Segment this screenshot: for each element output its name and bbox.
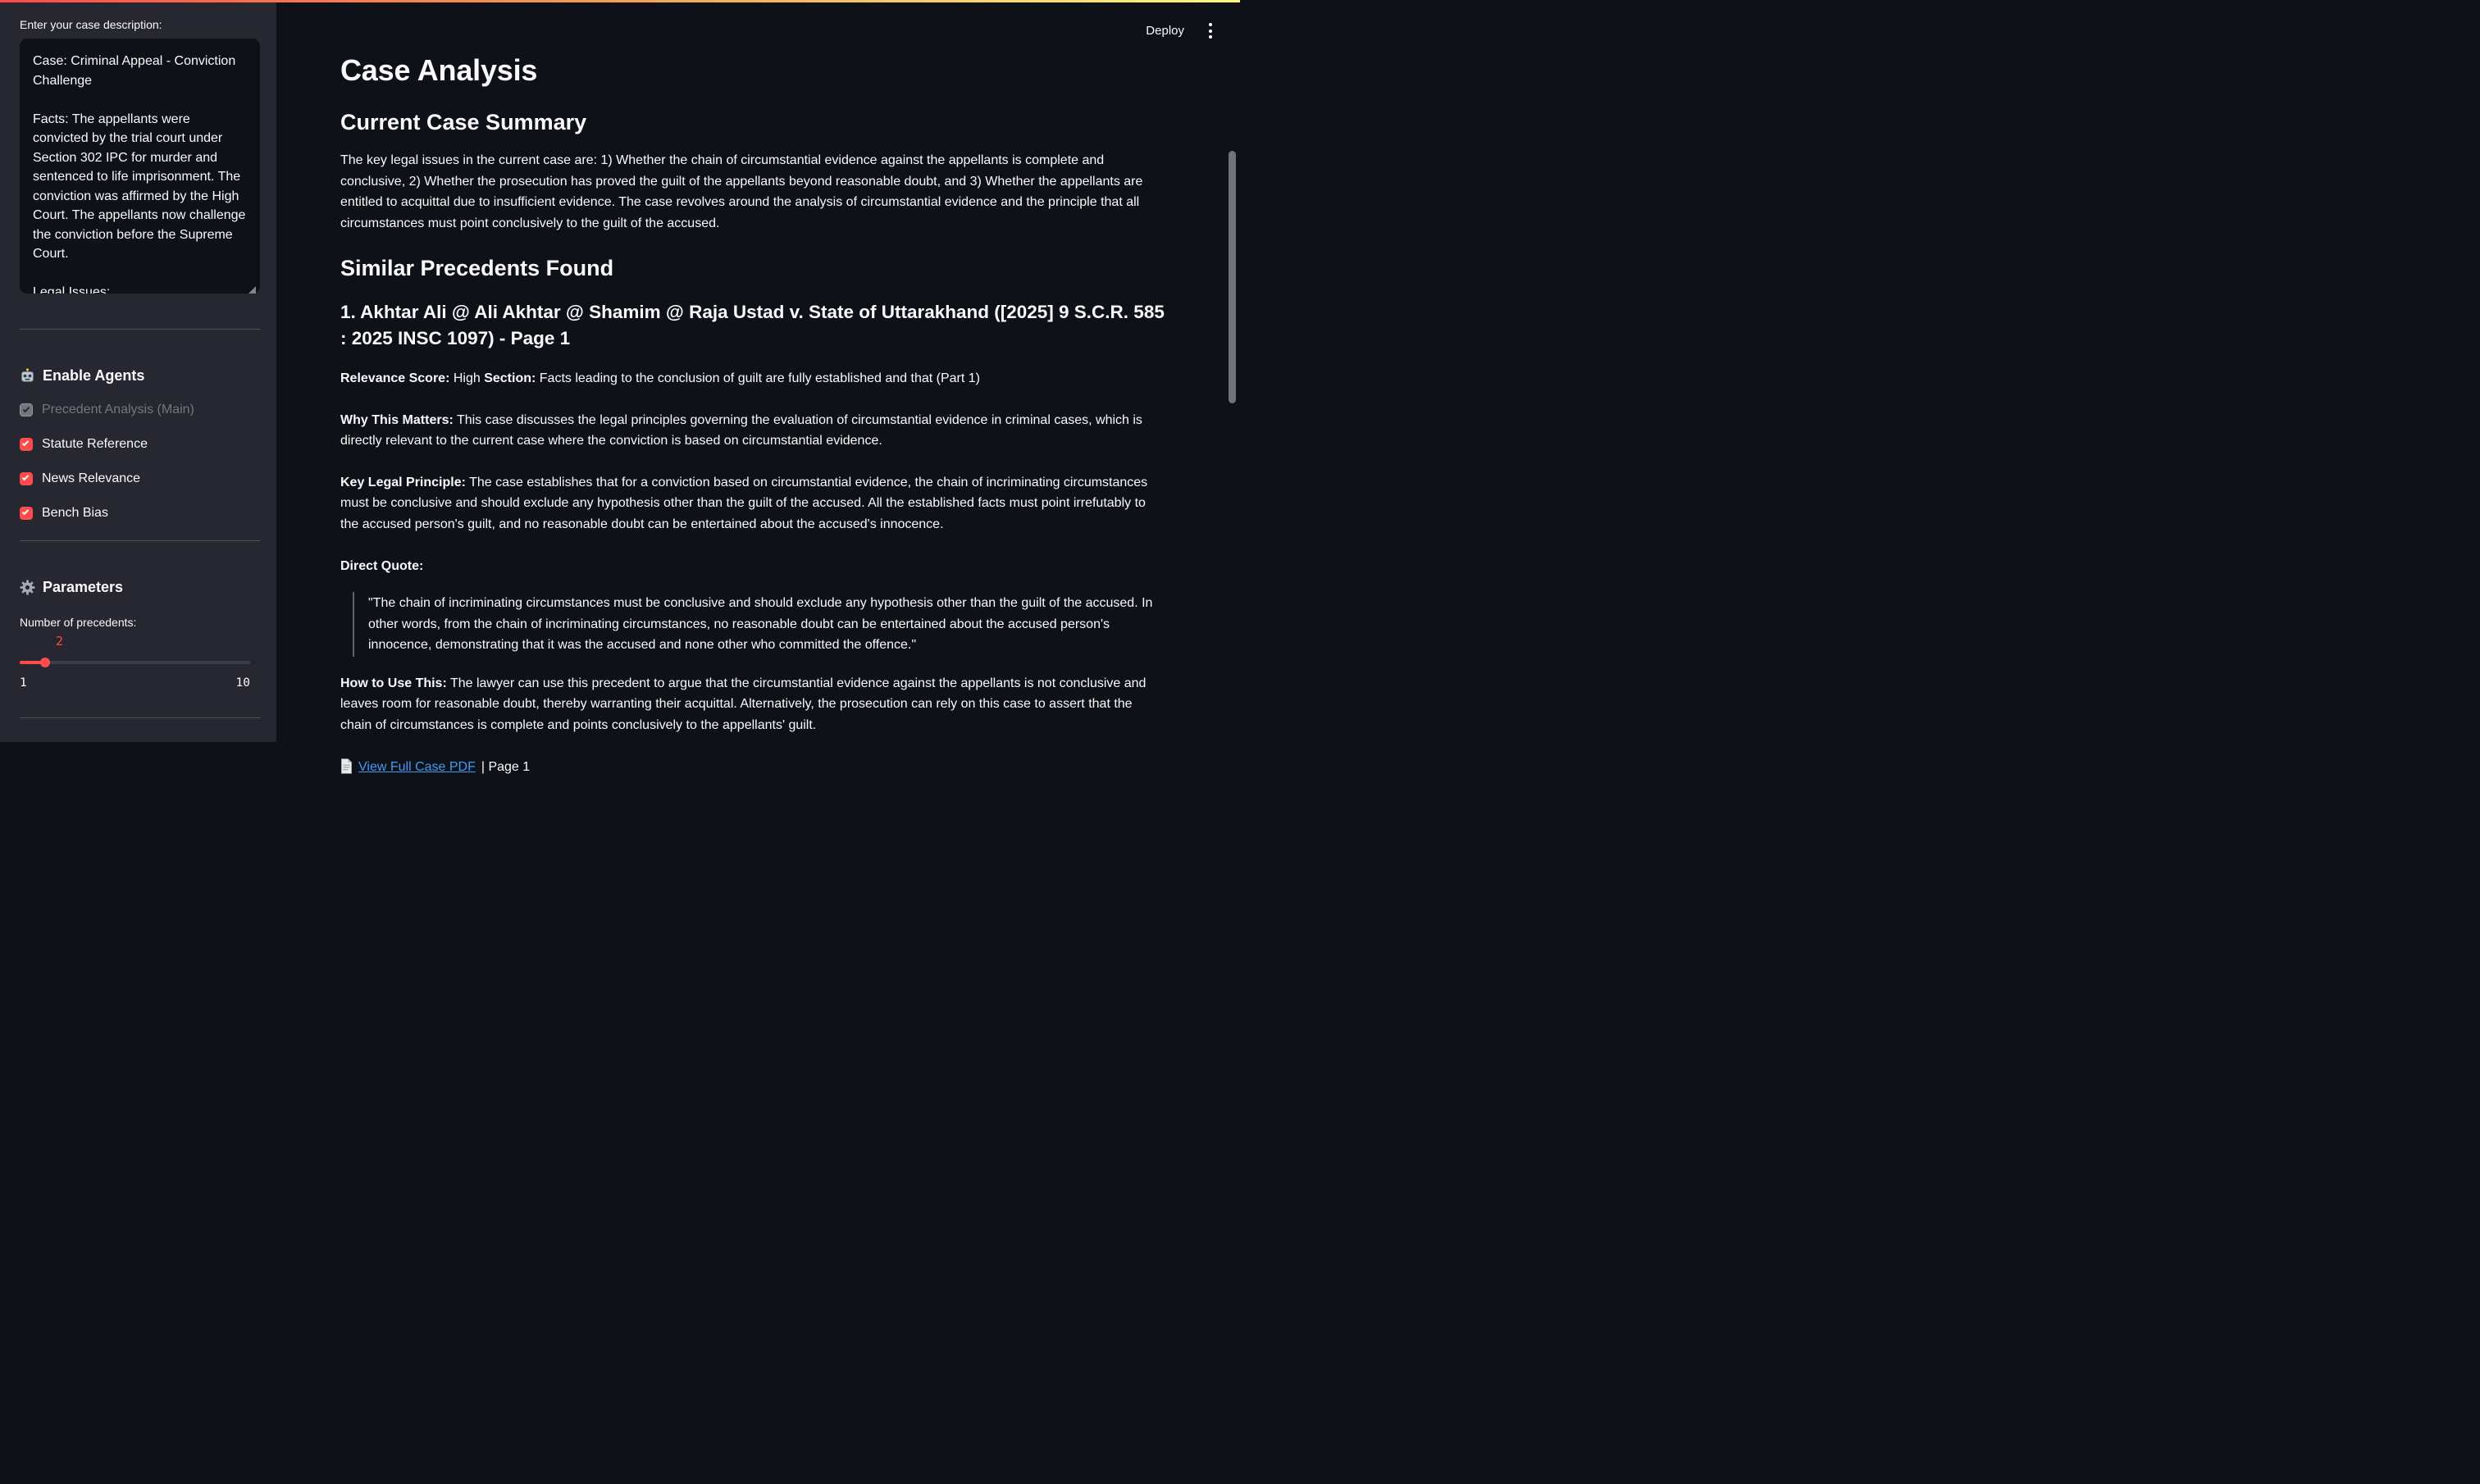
enable-agents-heading <box>20 367 260 385</box>
relevance-score-label: Relevance Score: <box>340 371 450 385</box>
app-header <box>1146 18 1217 43</box>
key-legal-principle: Key Legal Principle: The case establishes that for a conviction based on circumstantial evidence, the chain of incriminating circumstances must be conclusive and should exclude any hypothesis other than the guilt of the accused. All the established facts must point irrefutably to the accused person's guilt, and no reasonable doubt can be entertained about the accused's innocence. <box>340 475 1148 531</box>
gear-icon <box>20 580 35 595</box>
textarea-resize-handle[interactable] <box>248 286 256 294</box>
checkbox-bench-bias[interactable] <box>20 507 33 520</box>
robot-icon <box>20 368 35 384</box>
case-description-input[interactable] <box>20 39 260 294</box>
agents-checkbox-list <box>20 403 260 521</box>
slider-thumb[interactable] <box>40 658 50 667</box>
direct-quote-text: "The chain of incriminating circumstances must be conclusive and should exclude any hypothesis other than the guilt of the accused. In other words, from the chain of incriminating circumstances, no reasonable doubt can be entertained about the accused person's innocence, demonstrating that it was the accused and none other who committed the offence." <box>368 596 1153 653</box>
slider-max-label: 10 <box>235 676 250 690</box>
checkbox-row-precedent-analysis <box>20 403 260 417</box>
main-menu-button[interactable] <box>1204 18 1217 43</box>
checkbox-row-bench-bias[interactable] <box>20 506 260 521</box>
checkbox-news-relevance[interactable] <box>20 472 33 485</box>
checkbox-label: Precedent Analysis (Main) <box>42 403 194 417</box>
main-content <box>276 0 1240 774</box>
pdf-page-suffix: | Page 1 <box>481 759 531 774</box>
section-label: Section: <box>484 371 536 385</box>
precedent-title: 1. Akhtar Ali @ Ali Akhtar @ Shamim @ Raja Ustad v. State of Uttarakhand ([2025] 9 S.C.R. 585 : 2025 INSC 1097) - Page 1 <box>340 302 1165 348</box>
parameters-heading <box>20 579 260 596</box>
checkbox-label: Statute Reference <box>42 437 148 451</box>
view-full-case-pdf-link[interactable]: View Full Case PDF <box>358 759 476 774</box>
page-document-icon <box>340 758 353 774</box>
checkbox-precedent-analysis <box>20 403 33 417</box>
enable-agents-title: Enable Agents <box>43 367 145 384</box>
checkbox-label: Bench Bias <box>42 506 108 520</box>
relevance-line: Relevance Score: High Section: Facts leading to the conclusion of guilt are fully established and that (Part 1) <box>340 371 980 385</box>
checkbox-row-statute-reference[interactable] <box>20 437 260 452</box>
deploy-button[interactable]: Deploy <box>1146 23 1184 38</box>
how-to-use-this: How to Use This: The lawyer can use this precedent to argue that the circumstantial evidence against the appellants is not conclusive and leaves room for reasonable doubt, thereby warranting their acquittal. Alternatively, the prosecution can rely on this case to assert that the chain of circumstances is complete and points conclusively to the appellants' guilt. <box>340 676 1147 733</box>
sidebar-divider <box>20 329 260 330</box>
summary-heading: Current Case Summary <box>340 110 587 135</box>
slider-label: Number of precedents: <box>20 616 137 629</box>
precedents-heading: Similar Precedents Found <box>340 256 614 281</box>
sidebar-divider <box>20 540 260 541</box>
checkbox-label: News Relevance <box>42 471 141 485</box>
case-description-textarea-wrap <box>20 39 260 298</box>
page-title: Case Analysis <box>340 53 538 87</box>
slider-minmax <box>20 676 250 690</box>
slider-value: 2 <box>56 634 64 649</box>
decoration-bar <box>0 0 1240 2</box>
slider-min-label: 1 <box>20 676 27 690</box>
direct-quote-label: Direct Quote: <box>340 558 424 573</box>
slider-track[interactable] <box>20 661 250 664</box>
case-description-label: Enter your case description: <box>20 18 162 31</box>
pdf-link-line <box>340 757 1167 778</box>
scrollbar[interactable] <box>1229 151 1236 403</box>
checkbox-row-news-relevance[interactable] <box>20 471 260 486</box>
checkbox-statute-reference[interactable] <box>20 438 33 451</box>
precedents-slider <box>20 634 260 694</box>
parameters-title: Parameters <box>43 579 124 595</box>
direct-quote-block <box>353 592 1167 657</box>
why-this-matters: Why This Matters: This case discusses the legal principles governing the evaluation of circumstantial evidence in criminal cases, which is directly relevant to the current case where the conviction is based on circumstantial evidence. <box>340 412 1142 448</box>
sidebar-divider <box>20 717 260 718</box>
summary-text: The key legal issues in the current case are: 1) Whether the chain of circumstantial evidence against the appellants is complete and conclusive, 2) Whether the prosecution has proved the guilt of the appellants beyond reasonable doubt, and 3) Whether the appellants are entitled to acquittal due to insufficient evidence. The case revolves around the analysis of circumstantial evidence and the principle that all circumstances must point conclusively to the guilt of the accused. <box>340 152 1143 230</box>
sidebar <box>0 0 276 742</box>
